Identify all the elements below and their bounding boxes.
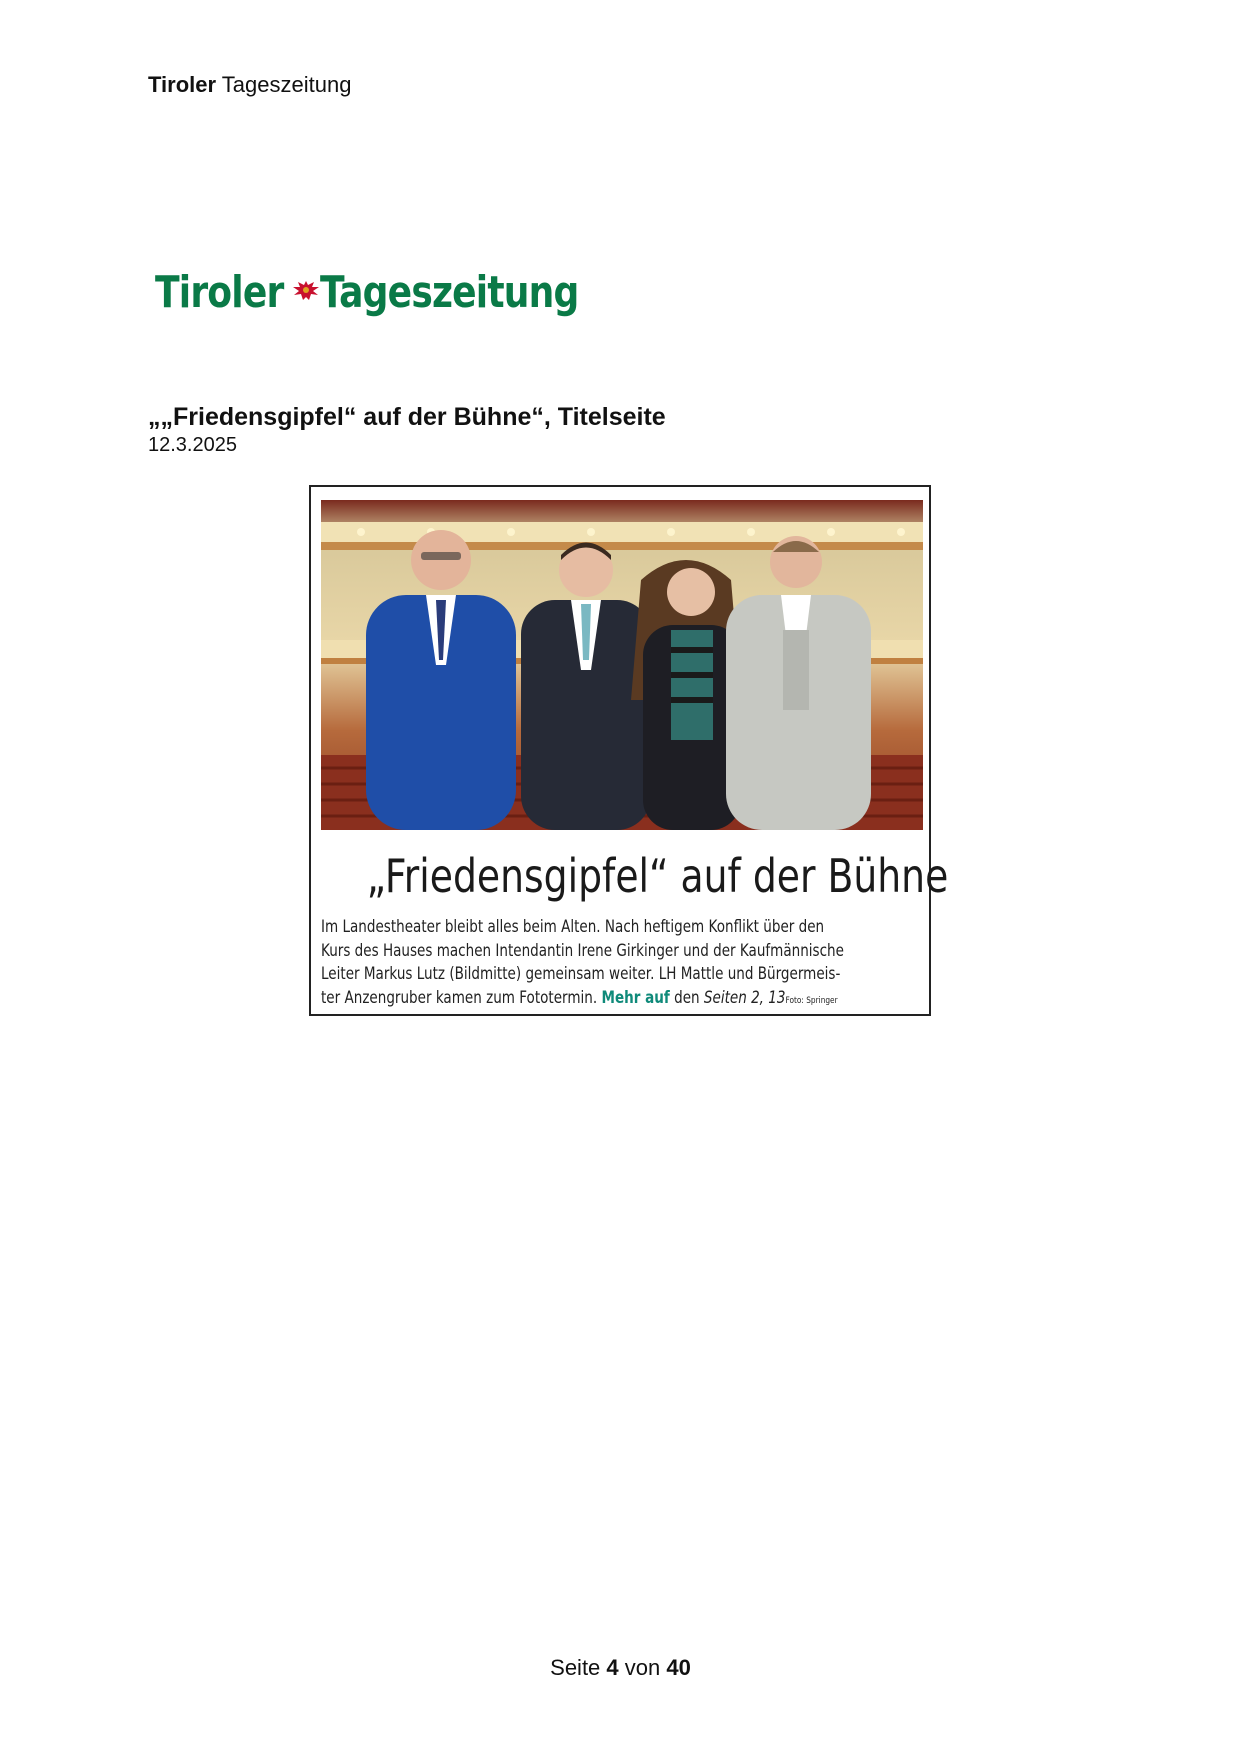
footer-mid: von: [618, 1655, 667, 1680]
clipping-last-line: [321, 986, 924, 1014]
header-brand: [148, 72, 351, 98]
person-3: [631, 560, 741, 830]
more-link: Mehr auf: [601, 987, 670, 1007]
eagle-icon: [290, 276, 322, 308]
footer-total: 40: [666, 1655, 691, 1680]
page-footer: [0, 1655, 1241, 1681]
newspaper-logo: [155, 262, 635, 322]
article-date: 12.3.2025: [148, 434, 237, 456]
page-reference: Seiten 2, 13: [703, 987, 786, 1007]
header-brand-rest: Tageszeitung: [216, 72, 352, 97]
clipping-last-mid: den: [669, 987, 704, 1007]
footer-page: 4: [606, 1655, 619, 1680]
clipping-line: Leiter Markus Lutz (Bildmitte) gemeinsam weiter. LH Mattle und Bürgermeis-: [321, 964, 841, 983]
clipping-body: [321, 915, 924, 1013]
clipping-line: Kurs des Hauses machen Intendantin Irene Girkinger und der Kaufmännische: [321, 940, 844, 960]
newspaper-clipping: [309, 485, 949, 1016]
logo-word-tageszeitung: Tageszeitung: [319, 266, 579, 318]
clipping-last-text: ter Anzengruber kamen zum Fototermin.: [321, 987, 602, 1007]
footer-prefix: Seite: [550, 1655, 607, 1680]
header-brand-bold: Tiroler: [148, 72, 217, 97]
photo-credit: Foto: Springer: [785, 995, 838, 1006]
logo-word-tiroler: Tiroler: [155, 266, 284, 318]
clipping-photo: [321, 500, 923, 830]
clipping-headline: „Friedensgipfel“ auf der Bühne: [366, 849, 949, 903]
clipping-line: Im Landestheater bleibt alles beim Alten. Nach heftigem Konflikt über den: [321, 917, 825, 936]
article-title: „„Friedensgipfel“ auf der Bühne“, Titelseite: [148, 403, 666, 431]
